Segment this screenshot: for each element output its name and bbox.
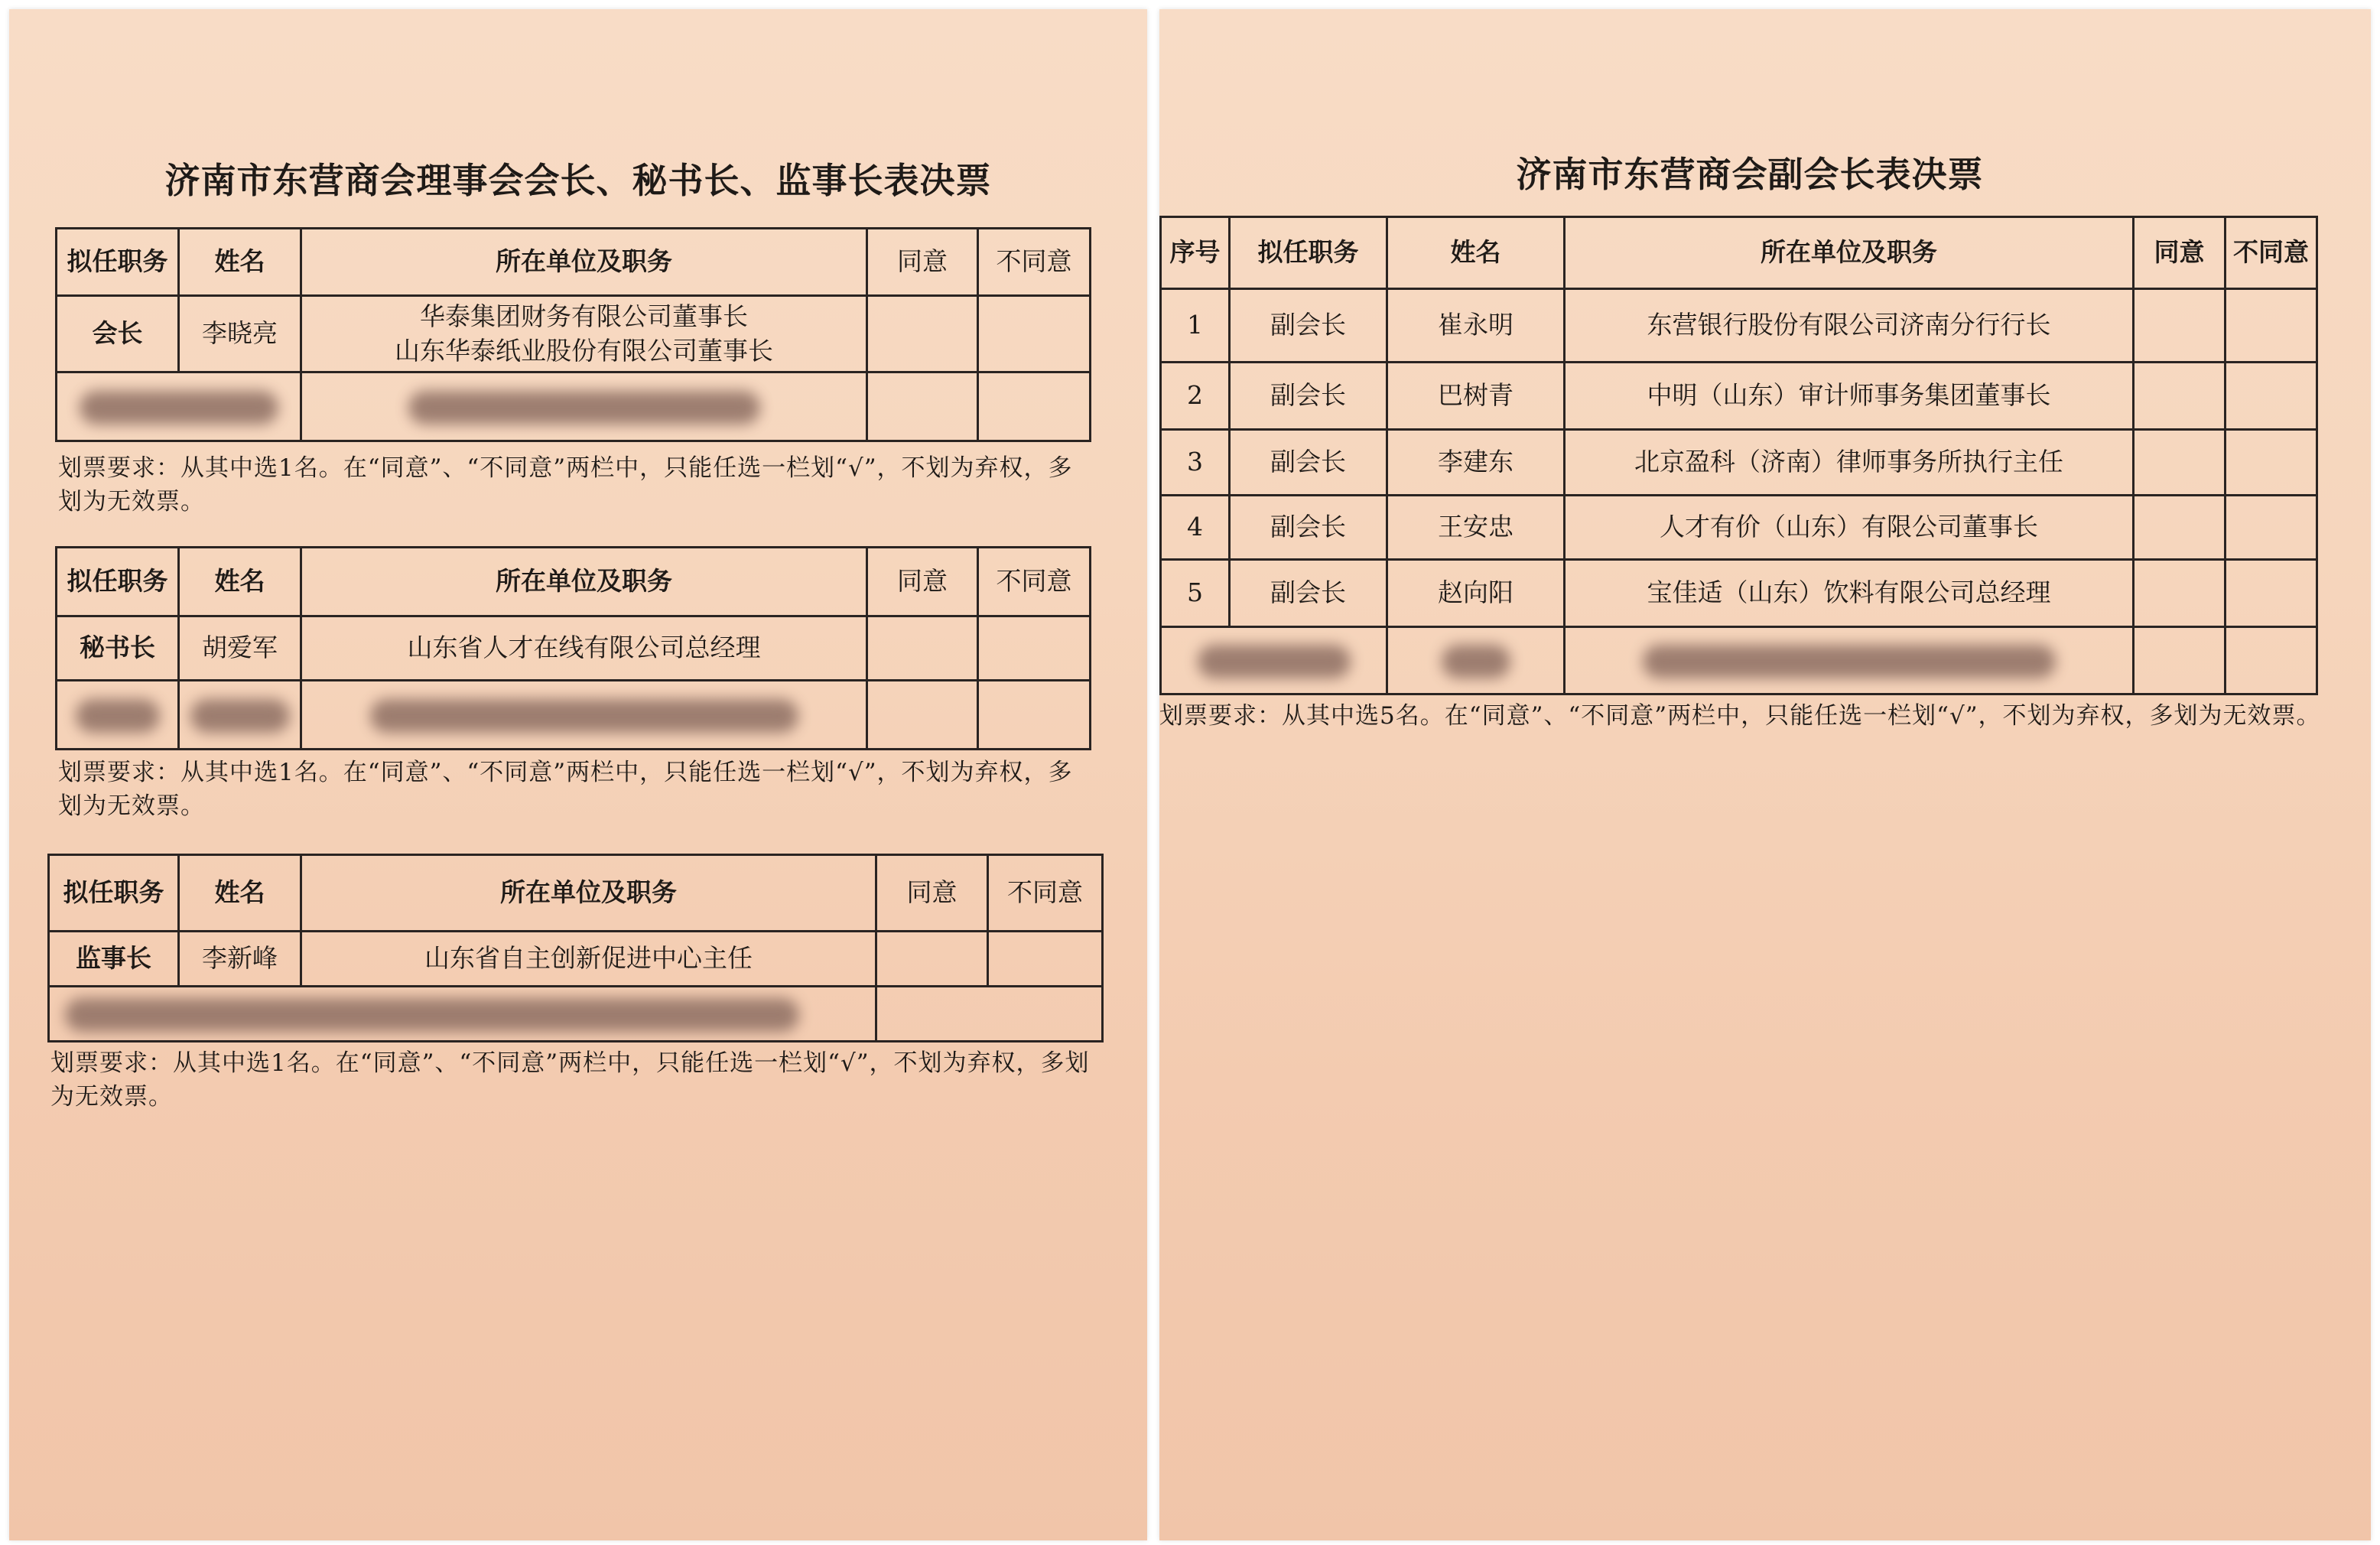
agree-checkbox-cell[interactable] xyxy=(867,372,978,441)
table-header-row xyxy=(49,855,1103,932)
redaction-blur xyxy=(1442,645,1510,678)
agree-checkbox-cell[interactable] xyxy=(2134,627,2226,694)
cell-position: 副会长 xyxy=(1230,560,1387,627)
cell-name: 李建东 xyxy=(1387,430,1565,496)
disagree-checkbox-cell[interactable] xyxy=(978,372,1091,441)
cell-name: 巴树青 xyxy=(1387,363,1565,430)
voting-instruction: 划票要求：从其中选5名。在“同意”、“不同意”两栏中，只能任选一栏划“√”，不划为弃权，多划为无效票。 xyxy=(1159,702,2321,730)
header-unit: 所在单位及职务 xyxy=(301,229,867,296)
agree-checkbox-cell[interactable] xyxy=(867,681,978,750)
agree-checkbox-cell[interactable] xyxy=(2134,496,2226,560)
cell-position: 副会长 xyxy=(1230,363,1387,430)
voting-instruction: 划票要求：从其中选1名。在“同意”、“不同意”两栏中，只能任选一栏划“√”，不划为弃权，多划为无效票。 xyxy=(58,759,1073,820)
table-row xyxy=(1161,560,2317,627)
agree-checkbox-cell[interactable] xyxy=(2134,363,2226,430)
header-agree: 同意 xyxy=(2134,217,2226,289)
ballot-table-chairman xyxy=(55,227,1091,442)
cell-position: 秘书长 xyxy=(57,616,179,681)
cell-name: 李新峰 xyxy=(179,932,301,987)
redacted-cell xyxy=(1161,627,1387,694)
table-row xyxy=(1161,289,2317,363)
table-row xyxy=(57,296,1091,372)
agree-checkbox-cell[interactable] xyxy=(867,616,978,681)
header-unit: 所在单位及职务 xyxy=(1565,217,2134,289)
redacted-cell xyxy=(1387,627,1565,694)
cell-name: 李晓亮 xyxy=(179,296,301,372)
header-disagree: 不同意 xyxy=(978,548,1091,616)
table-row-redacted xyxy=(57,372,1091,441)
header-unit: 所在单位及职务 xyxy=(301,548,867,616)
voting-instruction: 划票要求：从其中选1名。在“同意”、“不同意”两栏中，只能任选一栏划“√”，不划为弃权，多划为无效票。 xyxy=(58,454,1073,516)
redaction-blur xyxy=(80,391,278,424)
cell-unit: 北京盈科（济南）律师事务所执行主任 xyxy=(1565,430,2134,496)
header-disagree: 不同意 xyxy=(978,229,1091,296)
disagree-checkbox-cell[interactable] xyxy=(2226,627,2317,694)
redaction-blur xyxy=(370,699,798,733)
table-row-redacted xyxy=(1161,627,2317,694)
header-position: 拟任职务 xyxy=(49,855,179,932)
header-name: 姓名 xyxy=(179,855,301,932)
cell-seq: 2 xyxy=(1161,363,1230,430)
cell-unit-line2: 山东华泰纸业股份有限公司董事长 xyxy=(395,335,773,366)
redacted-cell xyxy=(57,681,179,750)
cell-unit: 宝佳适（山东）饮料有限公司总经理 xyxy=(1565,560,2134,627)
header-unit: 所在单位及职务 xyxy=(301,855,876,932)
header-seq: 序号 xyxy=(1161,217,1230,289)
header-position: 拟任职务 xyxy=(57,548,179,616)
header-name: 姓名 xyxy=(179,548,301,616)
header-position: 拟任职务 xyxy=(57,229,179,296)
redacted-cell xyxy=(57,372,301,441)
ballot-sheet-left xyxy=(9,9,1147,1540)
header-disagree: 不同意 xyxy=(988,855,1103,932)
cell-unit-line1: 华泰集团财务有限公司董事长 xyxy=(420,301,748,331)
agree-checkbox-cell[interactable] xyxy=(2134,430,2226,496)
redaction-blur xyxy=(1198,645,1351,678)
agree-checkbox-cell[interactable] xyxy=(2134,289,2226,363)
header-agree: 同意 xyxy=(867,548,978,616)
ballot-title-right: 济南市东营商会副会长表决票 xyxy=(1516,154,1984,195)
cell-seq: 3 xyxy=(1161,430,1230,496)
table-header-row xyxy=(1161,217,2317,289)
cell-seq: 5 xyxy=(1161,560,1230,627)
redaction-blur xyxy=(190,699,290,733)
disagree-checkbox-cell[interactable] xyxy=(988,932,1103,987)
cell-position: 副会长 xyxy=(1230,289,1387,363)
header-name: 姓名 xyxy=(1387,217,1565,289)
table-row-redacted xyxy=(49,987,1103,1042)
ballot-table-vice-chairman xyxy=(1159,216,2318,695)
header-position: 拟任职务 xyxy=(1230,217,1387,289)
voting-instruction: 划票要求：从其中选1名。在“同意”、“不同意”两栏中，只能任选一栏划“√”，不划为弃权，多划为无效票。 xyxy=(50,1049,1090,1111)
table-header-row xyxy=(57,229,1091,296)
disagree-checkbox-cell[interactable] xyxy=(2226,560,2317,627)
cell-unit: 山东省人才在线有限公司总经理 xyxy=(301,616,867,681)
cell-unit: 人才有价（山东）有限公司董事长 xyxy=(1565,496,2134,560)
agree-checkbox-cell[interactable] xyxy=(2134,560,2226,627)
redaction-blur xyxy=(76,699,160,733)
cell-unit: 山东省自主创新促进中心主任 xyxy=(301,932,876,987)
redacted-cell xyxy=(301,372,867,441)
redacted-cell xyxy=(301,681,867,750)
header-disagree: 不同意 xyxy=(2226,217,2317,289)
ballot-table-supervisor xyxy=(47,854,1104,1042)
cell-name: 赵向阳 xyxy=(1387,560,1565,627)
cell-position: 副会长 xyxy=(1230,430,1387,496)
table-row xyxy=(49,932,1103,987)
cell-seq: 1 xyxy=(1161,289,1230,363)
table-row xyxy=(1161,430,2317,496)
redacted-cell xyxy=(49,987,876,1042)
disagree-checkbox-cell[interactable] xyxy=(2226,363,2317,430)
redaction-blur xyxy=(1643,645,2056,678)
cell-position: 副会长 xyxy=(1230,496,1387,560)
redacted-cell xyxy=(179,681,301,750)
disagree-checkbox-cell[interactable] xyxy=(2226,430,2317,496)
header-agree: 同意 xyxy=(867,229,978,296)
cell-unit xyxy=(301,296,867,372)
cell-name: 胡爱军 xyxy=(179,616,301,681)
header-agree: 同意 xyxy=(876,855,988,932)
ballot-sheet-right xyxy=(1159,9,2371,1540)
table-header-row xyxy=(57,548,1091,616)
disagree-checkbox-cell[interactable] xyxy=(978,296,1091,372)
cell-name: 王安忠 xyxy=(1387,496,1565,560)
cell-unit: 东营银行股份有限公司济南分行行长 xyxy=(1565,289,2134,363)
table-row xyxy=(1161,496,2317,560)
table-row xyxy=(1161,363,2317,430)
cell-name: 崔永明 xyxy=(1387,289,1565,363)
redaction-blur xyxy=(65,998,799,1032)
disagree-checkbox-cell[interactable] xyxy=(978,681,1091,750)
cell-position: 会长 xyxy=(57,296,179,372)
agree-checkbox-cell[interactable] xyxy=(876,932,988,987)
disagree-checkbox-cell[interactable] xyxy=(2226,289,2317,363)
cell-unit: 中明（山东）审计师事务集团董事长 xyxy=(1565,363,2134,430)
vote-cell-merged[interactable] xyxy=(876,987,1103,1042)
cell-position: 监事长 xyxy=(49,932,179,987)
table-row-redacted xyxy=(57,681,1091,750)
redacted-cell xyxy=(1565,627,2134,694)
cell-seq: 4 xyxy=(1161,496,1230,560)
disagree-checkbox-cell[interactable] xyxy=(2226,496,2317,560)
ballot-table-secretary-general xyxy=(55,546,1091,750)
ballot-title-left: 济南市东营商会理事会会长、秘书长、监事长表决票 xyxy=(164,160,992,201)
header-name: 姓名 xyxy=(179,229,301,296)
agree-checkbox-cell[interactable] xyxy=(867,296,978,372)
disagree-checkbox-cell[interactable] xyxy=(978,616,1091,681)
redaction-blur xyxy=(408,391,760,424)
table-row xyxy=(57,616,1091,681)
